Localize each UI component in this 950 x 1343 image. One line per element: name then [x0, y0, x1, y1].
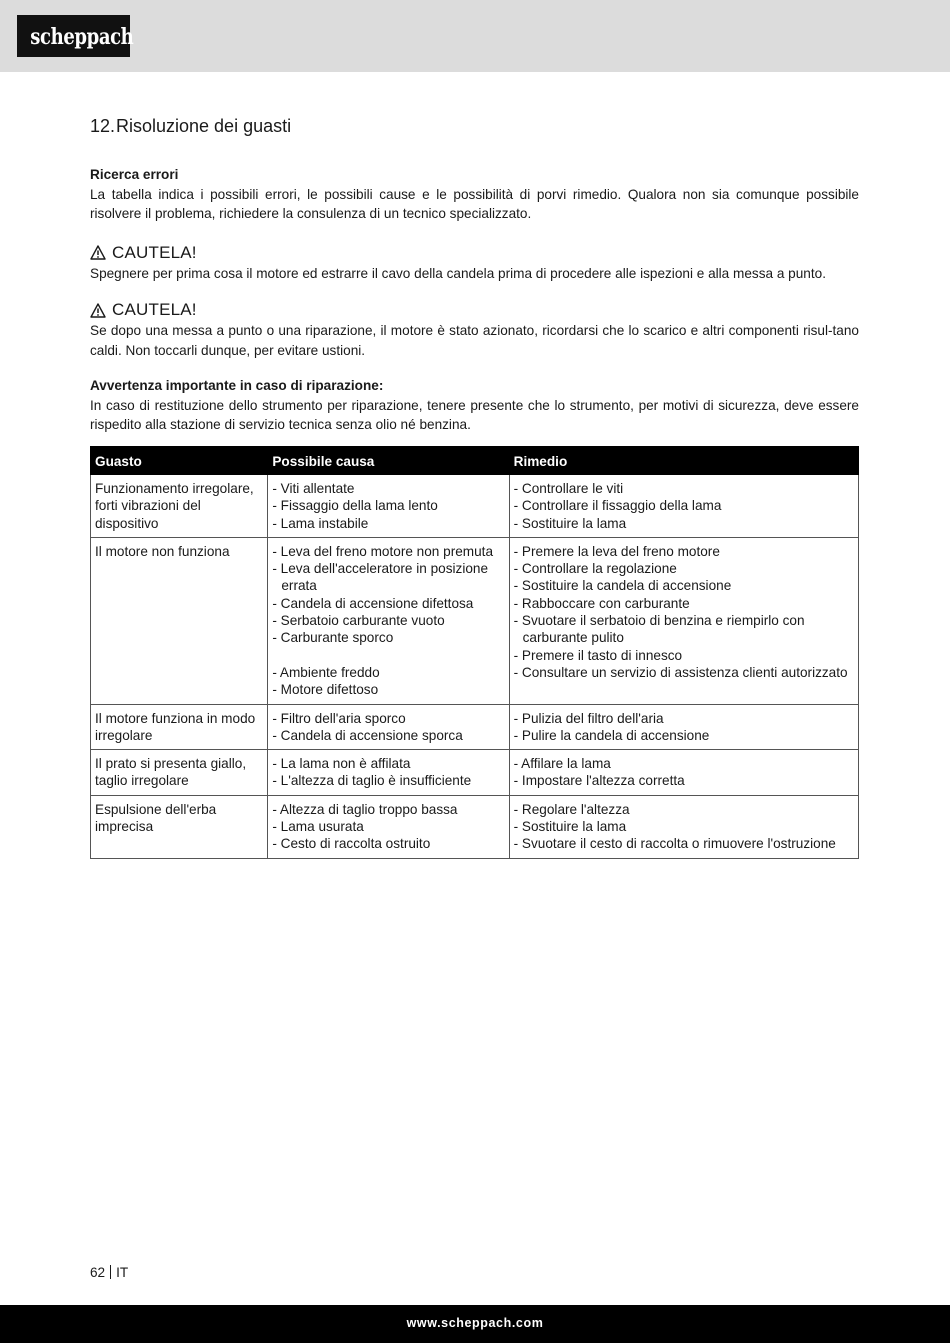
intro-block [90, 165, 859, 224]
remedy-cell [509, 537, 858, 704]
caution-heading: CAUTELA! [90, 299, 859, 321]
cause-item: - Filtro dell'aria sporco [272, 710, 406, 726]
caution-text: Se dopo una messa a punto o una riparazione, il motore è stato azionato, ricordarsi che lo scarico e altri componenti risul-tano caldi. Non toccarli dunque, per evitare ustioni. [90, 323, 859, 358]
cause-item: - Fissaggio della lama lento [272, 498, 438, 514]
intro-text: La tabella indica i possibili errori, le possibili cause e le possibilità di porvi rimedio. Qualora non sia comunque possibile risolvere il problema, richiedere la consulenza di un tecnico specializzato. [90, 186, 859, 221]
table-row [91, 795, 859, 858]
fault-cell: Il prato si presenta giallo, taglio irregolare [91, 750, 268, 796]
section-title [90, 113, 859, 139]
remedy-item: - Sostituire la lama [513, 819, 627, 835]
remedy-item: - Consultare un servizio di assistenza clienti autorizzato [513, 664, 848, 680]
table-body [91, 475, 859, 859]
remedy-item: - Affilare la lama [513, 756, 611, 772]
footer-separator [110, 1265, 111, 1279]
cause-cell [268, 475, 509, 538]
cause-item: - Candela di accensione difettosa [272, 595, 474, 611]
cause-item: - Viti allentate [272, 481, 355, 496]
remedy-item: - Controllare la regolazione [513, 561, 677, 577]
table-row [91, 750, 859, 796]
warning-triangle-icon [90, 303, 106, 318]
remedy-item: - Rabboccare con carburante [513, 595, 690, 611]
table-row [91, 475, 859, 538]
page-footer [90, 1265, 128, 1280]
cause-item: - Serbatoio carburante vuoto [272, 613, 445, 629]
cause-cell [268, 750, 509, 796]
remedy-item: - Svuotare il cesto di raccolta o rimuovere l'ostruzione [513, 836, 836, 852]
remedy-item: - Controllare le viti [513, 481, 624, 496]
cause-item: - Leva del freno motore non premuta [272, 543, 494, 559]
brand-logo: scheppach [17, 15, 130, 57]
fault-cell: Funzionamento irregolare, forti vibrazioni del dispositivo [91, 475, 268, 538]
remedy-item: - Pulizia del filtro dell'aria [513, 710, 664, 726]
remedy-item: - Impostare l'altezza corretta [513, 773, 685, 789]
cause-item: - Candela di accensione sporca [272, 727, 463, 743]
page-number: 62 [90, 1265, 106, 1280]
column-header-fault: Guasto [91, 447, 268, 475]
remedy-cell [509, 704, 858, 750]
list-spacer [272, 647, 504, 664]
remedy-item: - Svuotare il serbatoio di benzina e riempirlo con carburante pulito [513, 613, 805, 646]
language-code: IT [116, 1265, 129, 1280]
section-title-text: Risoluzione dei guasti [116, 116, 292, 136]
cause-item: - Leva dell'acceleratore in posizione errata [272, 561, 489, 594]
remedy-item: - Controllare il fissaggio della lama [513, 498, 722, 514]
cause-item: - Motore difettoso [272, 682, 379, 698]
repair-note-heading: Avvertenza importante in caso di riparazione: [90, 378, 384, 393]
remedy-cell [509, 795, 858, 858]
intro-heading: Ricerca errori [90, 167, 179, 182]
website-link[interactable]: www.scheppach.com [406, 1316, 544, 1330]
column-header-cause: Possibile causa [268, 447, 509, 475]
remedy-item: - Premere il tasto di innesco [513, 647, 683, 663]
caution-block-2 [90, 299, 859, 360]
caution-text: Spegnere per prima cosa il motore ed estrarre il cavo della candela prima di procedere alle ispezioni e alla messa a punto. [90, 265, 826, 281]
repair-note-block [90, 376, 859, 435]
remedy-cell [509, 475, 858, 538]
cause-item: - Lama instabile [272, 515, 369, 531]
header-band [0, 0, 950, 72]
cause-item: - Lama usurata [272, 819, 364, 835]
fault-cell: Il motore non funziona [91, 537, 268, 704]
table-row [91, 704, 859, 750]
remedy-item: - Sostituire la candela di accensione [513, 578, 732, 594]
caution-block-1 [90, 242, 859, 284]
fault-cell: Espulsione dell'erba imprecisa [91, 795, 268, 858]
remedy-item: - Premere la leva del freno motore [513, 543, 720, 559]
cause-item: - Carburante sporco [272, 630, 394, 646]
cause-item: - L'altezza di taglio è insufficiente [272, 773, 472, 789]
remedy-cell [509, 750, 858, 796]
cause-cell [268, 704, 509, 750]
cause-item: - La lama non è affilata [272, 756, 411, 772]
column-header-remedy: Rimedio [509, 447, 858, 475]
cause-item: - Altezza di taglio troppo bassa [272, 801, 458, 817]
warning-triangle-icon [90, 245, 106, 260]
remedy-item: - Sostituire la lama [513, 515, 627, 531]
cause-item: - Cesto di raccolta ostruito [272, 836, 431, 852]
fault-cell: Il motore funziona in modo irregolare [91, 704, 268, 750]
table-header-row [91, 447, 859, 475]
cause-item: - Ambiente freddo [272, 664, 380, 680]
section-number: 12. [90, 116, 116, 136]
repair-note-text: In caso di restituzione dello strumento per riparazione, tenere presente che lo strumento, per motivi di sicurezza, deve essere rispedito alla stazione di servizio tecnica senza olio né benzina. [90, 397, 859, 432]
caution-heading: CAUTELA! [90, 242, 859, 264]
table-row [91, 537, 859, 704]
remedy-item: - Pulire la candela di accensione [513, 727, 710, 743]
main-content [90, 113, 859, 453]
troubleshooting-table [90, 446, 859, 859]
cause-cell [268, 537, 509, 704]
remedy-item: - Regolare l'altezza [513, 801, 630, 817]
cause-cell [268, 795, 509, 858]
footer-band [0, 1305, 950, 1343]
